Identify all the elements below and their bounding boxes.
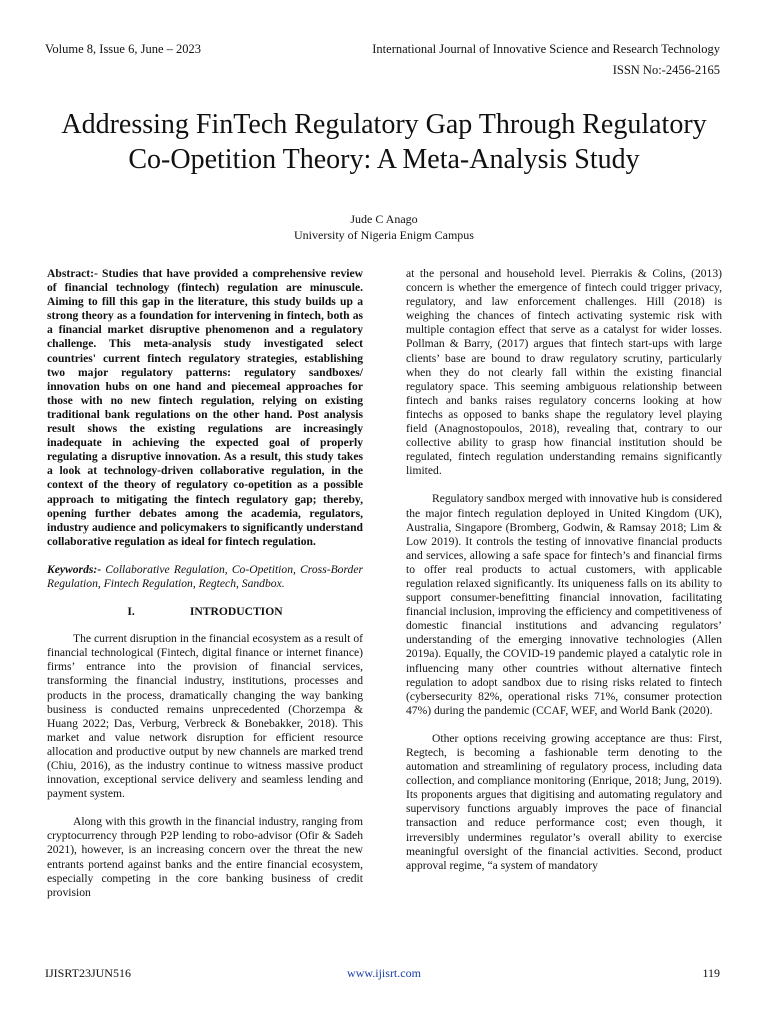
body-paragraph: at the personal and household level. Pierrakis & Colins, (2013) concern is whether the emergence of fintech could trigger privacy, regulatory, and law enforcement challenges. Hill (2018) is weighing the chances of fintech activating systemic risk with multiple contagion effect that serve as a catalyst for wider losses. Pollman & Barry, (2017) argues that fintech start-ups with large clients’ base are bound to draw regulatory scrutiny, particularly when they do not clearly fall within the existing financial regulatory space. This seeming ambiguous relationship between fintech and banks raises regulatory concerns looking at how fintechs as opposed to banks shape the regulatory level playing field (Anagnostopoulos, 2018), revealing that, contrary to our collective ability to grasp how financial institution should be regulated, fintech regulation understanding remains significantly limited. — [406, 267, 722, 478]
paper-code: IJISRT23JUN516 — [45, 966, 131, 980]
right-column — [406, 267, 722, 887]
volume-issue: Volume 8, Issue 6, June – 2023 — [45, 42, 202, 56]
left-column — [47, 267, 363, 914]
body-paragraph: Along with this growth in the financial industry, ranging from cryptocurrency through P2P lending to robo-advisor (Ofir & Sadeh 2021), however, is an increasing concern over the threat the new entrants portend against banks and the entire financial ecosystem, especially competing in the core banking business of credit provision — [47, 815, 363, 899]
author-block — [0, 211, 768, 243]
section-heading — [47, 605, 363, 619]
keywords-text: Collaborative Regulation, Co-Opetition, Cross-Border Regulation, Fintech Regulation, Regtech, Sandbox. — [47, 562, 363, 590]
issn-number: ISSN No:-2456-2165 — [612, 63, 720, 77]
body-paragraph: Regulatory sandbox merged with innovative hub is considered the major fintech regulation deployed in United Kingdom (UK), Australia, Singapore (Bromberg, Godwin, & Ramsay 2018; Lim & Low 2019). It controls the testing of innovative financial products and services, allowing a safe space for fintech’s and financial firms to offer real products to actual customers, with applicable regulation relaxed significantly. Its uniqueness falls on its ability to support consumer-benefitting financial innovation, facilitating financial inclusion, improving the efficiency and competitiveness of domestic financial institutions and advancing regulators’ understanding of the emerging innovative technologies (Allen 2019a). Equally, the COVID-19 pandemic played a catalytic role in influencing many other countries without alternative fintech regulation to adopt sandbox due to rising risks related to fintech (cybersecurity 82%, operational risks 71%, consumer protection 47%) during the pandemic (CCAF, WEF, and World Bank (2020). — [406, 492, 722, 717]
abstract: Abstract:- Studies that have provided a comprehensive review of financial technology (fintech) regulation are minuscule. Aiming to fill this gap in the literature, this study builds up a strong theory as a foundation for intervening in fintech, both as a financial market disruptive phenomenon and a regulatory challenge. This meta-analysis study investigated select countries' current fintech regulatory strategies, establishing two major regulatory patterns: regulatory sandboxes/ innovation hubs on one hand and piecemeal approaches for those with no new fintech regulation, relying on existing traditional bank regulations on the other hand. Post analysis result shows the existing regulations are increasingly inadequate in achieving the expected goal of properly regulating a disruptive innovation. As a result, this study takes a look at technology-driven collaborative regulation, in the context of the theory of regulatory co-opetition as a possible approach to mitigating the fintech regulatory gap; thereby, opening further debates among the academia, regulators, industry audience and policymakers to significantly understand collaborative regulation as ideal for fintech regulation. — [47, 267, 363, 548]
body-paragraph: Other options receiving growing acceptance are thus: First, Regtech, is becoming a fashionable term denoting to the automation and streamlining of regulatory process, including data collection, and compliance monitoring (Enrique, 2018; Jung, 2019). Its proponents argues that digitising and automating regulatory and supervisory functions arguably improves the pace of financial transaction and reduce performance cost; even though, it irreversibly undermines regulator’s overall ability to exercise meaningful oversight of the financial activities. Second, product approval regime, “a system of mandatory — [406, 731, 722, 872]
author-name: Jude C Anago — [350, 212, 418, 226]
section-number: I. — [127, 605, 135, 619]
section-title: INTRODUCTION — [189, 605, 283, 619]
author-affiliation: University of Nigeria Enigm Campus — [294, 228, 474, 242]
page-number: 119 — [702, 966, 720, 980]
keywords — [47, 563, 363, 591]
journal-url-link[interactable]: www.ijisrt.com — [347, 966, 421, 980]
paper-title: Addressing FinTech Regulatory Gap Through Regulatory Co-Opetition Theory: A Meta-Analysis Study — [61, 108, 707, 175]
journal-name: International Journal of Innovative Science and Research Technology — [372, 42, 720, 56]
body-paragraph: The current disruption in the financial ecosystem as a result of financial technological (Fintech, digital finance or internet finance) firms’ entrance into the provision of financial services, transforming the financial industry, institutions, processes and products in the process, dramatically changing the way banking business is conducted remains unprecedented (Chorzempa & Huang 2022; Das, Verburg, Verbreck & Bonebakker, 2018). This market and value network disruption for efficient resource allocation and productive output by new channels are marked trend (Chiu, 2016), as the industry continue to witness massive product innovation, exceptional service delivery and seamless lending and payment system. — [47, 632, 363, 801]
keywords-label: Keywords:- — [47, 562, 102, 576]
